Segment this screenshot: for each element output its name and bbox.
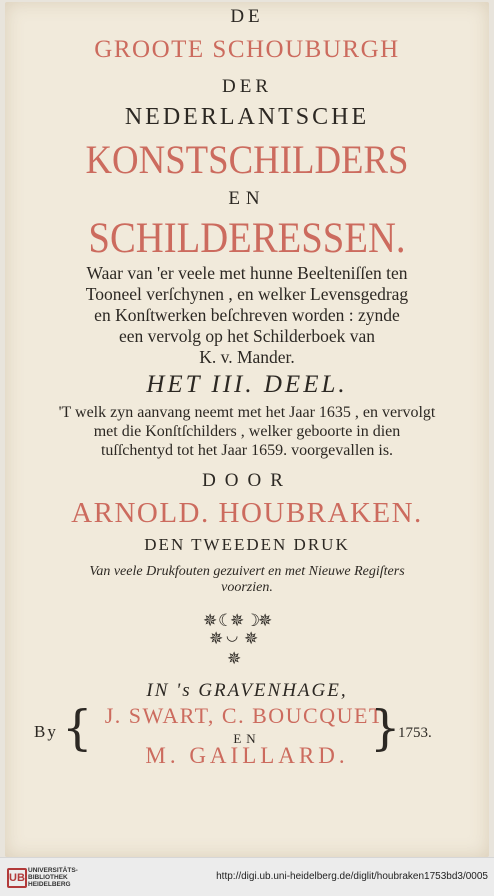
description-line: Tooneel verſchynen , en welker Levensgedrag bbox=[85, 284, 409, 304]
description-line: een vervolg op het Schilderboek van bbox=[118, 326, 376, 346]
description-line: Waar van 'er veele met hunne Beelteniſſen ten bbox=[86, 263, 408, 283]
description-line: en Konſtwerken beſchreven worden : zynde bbox=[94, 305, 400, 325]
publisher-line-2: M. GAILLARD. bbox=[145, 743, 349, 768]
description-line: K. v. Mander. bbox=[199, 347, 295, 367]
edition-label: DEN TWEEDEN DRUK bbox=[144, 535, 350, 554]
edition-note-line: voorzien. bbox=[221, 580, 273, 595]
edition-note-line: Van veele Drukfouten gezuivert en met Nieuwe Regiſters bbox=[89, 564, 405, 579]
permalink-url[interactable]: http://digi.ub.uni-heidelberg.de/diglit/houbraken1753bd3/0005 bbox=[216, 871, 488, 882]
scope-line: tuſſchentyd tot het Jaar 1659. voorgevallen is. bbox=[100, 442, 394, 459]
left-brace: { bbox=[62, 700, 93, 756]
title-line-schilderessen: SCHILDERESSEN. bbox=[88, 215, 406, 262]
library-logo-icon: UB bbox=[7, 868, 27, 888]
library-logo-text: UNIVERSITÄTS- BIBLIOTHEK HEIDELBERG bbox=[28, 867, 78, 888]
title-line-de: DE bbox=[230, 6, 264, 27]
scope-line: met die Konſtſchilders , welker geboorte in dien bbox=[93, 423, 401, 440]
publication-year: 1753. bbox=[398, 725, 432, 741]
title-line-nederlantsche: NEDERLANTSCHE bbox=[124, 104, 370, 130]
scope-line: 'T welk zyn aanvang neemt met het Jaar 1635 , en vervolgt bbox=[58, 404, 436, 421]
volume-heading: HET III. DEEL. bbox=[146, 371, 348, 398]
publisher-and: EN bbox=[233, 731, 261, 746]
author-name: ARNOLD. HOUBRAKEN. bbox=[71, 497, 423, 529]
right-brace: } bbox=[370, 700, 401, 756]
title-line-groote-schouburgh: GROOTE SCHOUBURGH bbox=[94, 36, 400, 63]
title-line-en: EN bbox=[228, 188, 266, 209]
publisher-line-1: J. SWART, C. BOUCQUET, bbox=[104, 703, 390, 728]
by-label: By bbox=[34, 722, 58, 741]
place-of-publication: IN 's GRAVENHAGE, bbox=[146, 680, 348, 701]
door-label: DOOR bbox=[202, 470, 292, 491]
viewer-footer bbox=[0, 857, 494, 896]
title-line-konstschilders: KONSTSCHILDERS bbox=[85, 137, 409, 182]
title-line-der: DER bbox=[222, 76, 272, 97]
